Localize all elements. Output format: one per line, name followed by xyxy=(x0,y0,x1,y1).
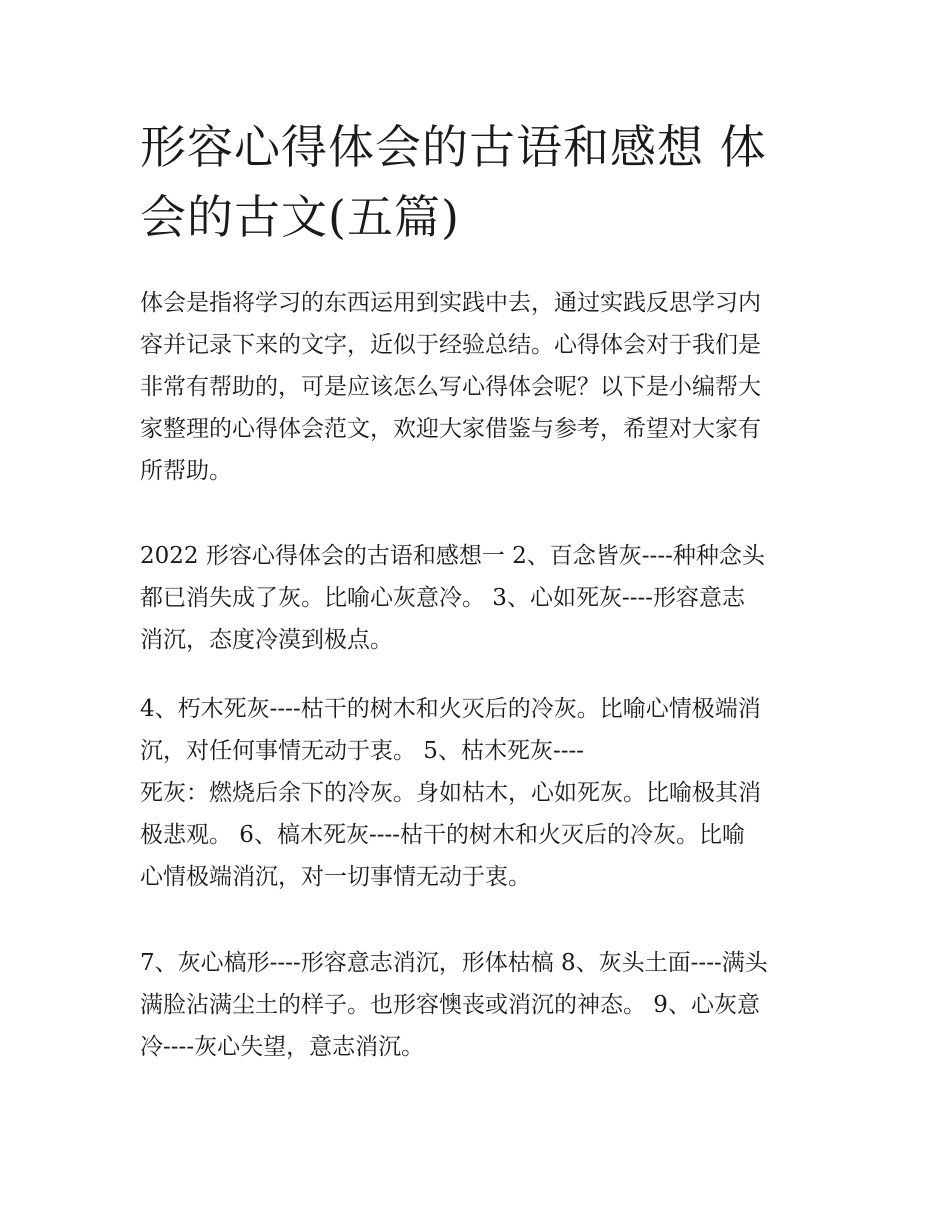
paragraph-line: 满脸沾满尘土的样子。也形容懊丧或消沉的神态。 9、心灰意 xyxy=(140,992,760,1018)
document-title xyxy=(140,112,820,252)
paragraph-line: 消沉，态度冷漠到极点。 xyxy=(140,627,393,653)
paragraph-line: 2022 形容心得体会的古语和感想一 2、百念皆灰----种种念头 xyxy=(140,543,765,569)
title-line: 形容心得体会的古语和感想 体 xyxy=(140,120,767,174)
paragraph-line: 家整理的心得体会范文，欢迎大家借鉴与参考，希望对大家有 xyxy=(140,416,761,442)
body-paragraph xyxy=(140,535,814,661)
paragraph-line: 4、朽木死灰----枯干的树木和火灭后的冷灰。比喻心情极端消 xyxy=(140,696,761,722)
paragraph-line: 7、灰心槁形----形容意志消沉，形体枯槁 8、灰头土面----满头 xyxy=(140,950,768,976)
paragraph-line: 极悲观。 6、槁木死灰----枯干的树木和火灭后的冷灰。比喻 xyxy=(140,822,746,848)
paragraph-line: 容并记录下来的文字，近似于经验总结。心得体会对于我们是 xyxy=(140,332,761,358)
paragraph-line: 体会是指将学习的东西运用到实践中去，通过实践反思学习内 xyxy=(140,290,761,316)
paragraph-line: 非常有帮助的，可是应该怎么写心得体会呢？以下是小编帮大 xyxy=(140,374,761,400)
paragraph-line: 所帮助。 xyxy=(140,458,232,484)
intro-paragraph xyxy=(140,282,814,492)
paragraph-line: 心情极端消沉，对一切事情无动于衷。 xyxy=(140,864,531,890)
paragraph-line: 冷----灰心失望，意志消沉。 xyxy=(140,1034,425,1060)
paragraph-line: 都已消失成了灰。比喻心灰意冷。 3、心如死灰----形容意志 xyxy=(140,585,746,611)
paragraph-line: 沉，对任何事情无动于衷。 5、枯木死灰---- xyxy=(140,738,585,764)
paragraph-line: 死灰：燃烧后余下的冷灰。身如枯木，心如死灰。比喻极其消 xyxy=(140,780,761,806)
body-paragraph xyxy=(140,688,814,898)
body-paragraph xyxy=(140,942,814,1068)
title-line: 会的古文(五篇) xyxy=(140,190,460,244)
